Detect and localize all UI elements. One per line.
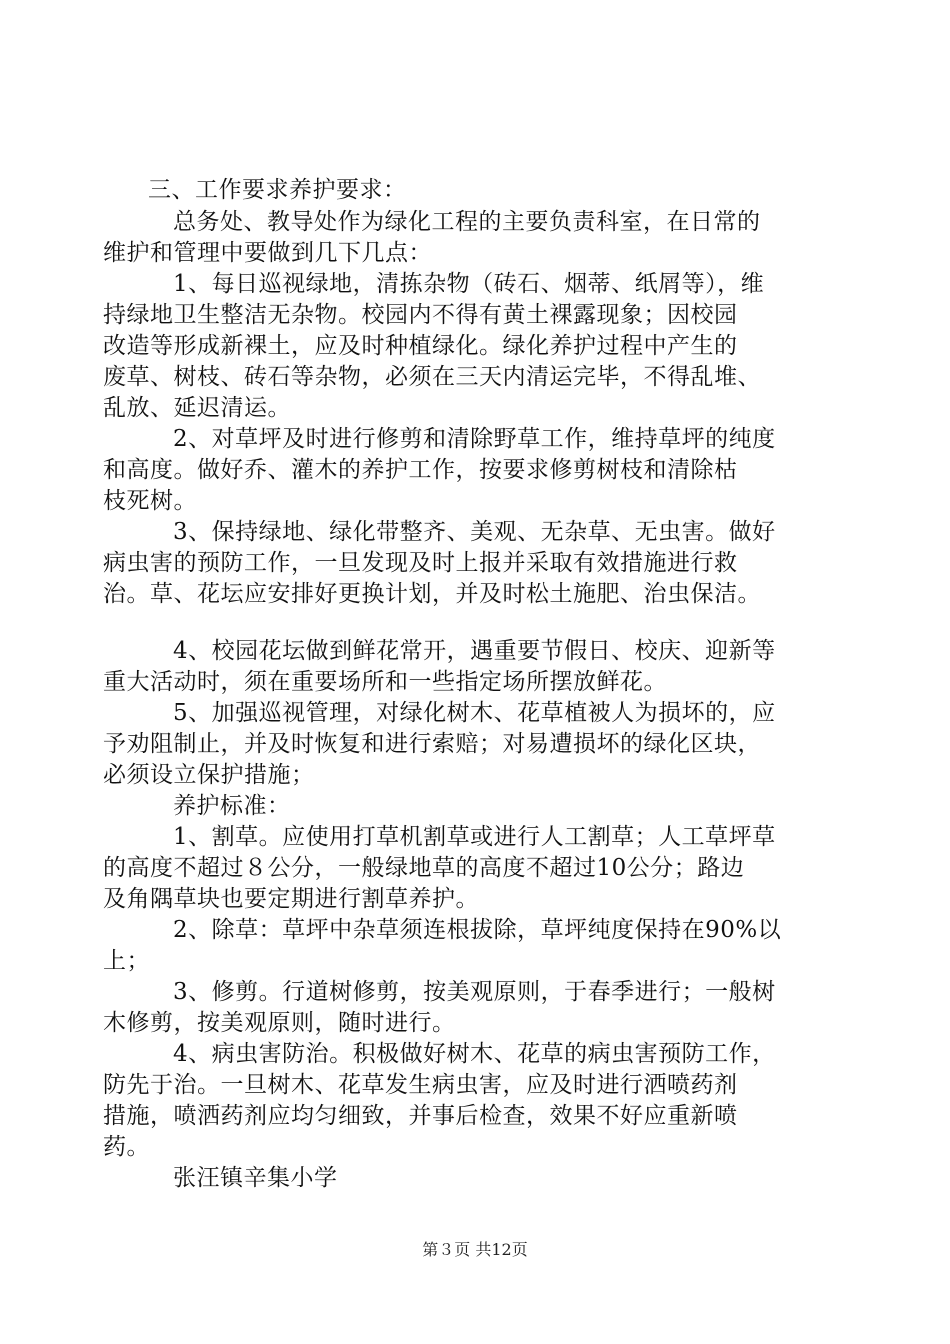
- paragraph-line: 3、修剪。行道树修剪，按美观原则，于春季进行；一般树: [173, 979, 776, 1005]
- paragraph-line: 上；: [103, 948, 150, 974]
- paragraph-line: 措施，喷洒药剂应均匀细致，并事后检查，效果不好应重新喷: [103, 1103, 738, 1129]
- paragraph-line: 枝死树。: [103, 488, 197, 514]
- paragraph-line: 改造等形成新裸土，应及时种植绿化。绿化养护过程中产生的: [103, 333, 738, 359]
- paragraph-line: 3、保持绿地、绿化带整齐、美观、无杂草、无虫害。做好: [173, 519, 776, 545]
- paragraph-line: 废草、树枝、砖石等杂物，必须在三天内清运完毕，不得乱堆、: [103, 364, 761, 390]
- paragraph-line: 病虫害的预防工作，一旦发现及时上报并采取有效措施进行救: [103, 550, 738, 576]
- paragraph-line: 治。草、花坛应安排好更换计划，并及时松土施肥、治虫保洁。: [103, 581, 761, 607]
- paragraph-line: 持绿地卫生整洁无杂物。校园内不得有黄土裸露现象；因校园: [103, 302, 738, 328]
- section-heading: 三、工作要求养护要求：: [148, 177, 407, 203]
- paragraph-line: 和高度。做好乔、灌木的养护工作，按要求修剪树枝和清除枯: [103, 457, 738, 483]
- paragraph-line: 予劝阻制止，并及时恢复和进行索赔；对易遭损坏的绿化区块，: [103, 731, 761, 757]
- paragraph-line: 的高度不超过８公分，一般绿地草的高度不超过10公分；路边: [103, 855, 745, 881]
- paragraph-line: 维护和管理中要做到几下几点：: [103, 240, 432, 266]
- paragraph-line: 4、病虫害防治。积极做好树木、花草的病虫害预防工作，: [173, 1041, 776, 1067]
- paragraph-line: 1、割草。应使用打草机割草或进行人工割草；人工草坪草: [173, 824, 776, 850]
- paragraph-line: 药。: [103, 1134, 150, 1160]
- paragraph-line: 2、对草坪及时进行修剪和清除野草工作，维持草坪的纯度: [173, 426, 776, 452]
- paragraph-line: 2、除草：草坪中杂草须连根拔除，草坪纯度保持在90%以: [173, 917, 782, 943]
- paragraph-line: 1、每日巡视绿地，清拣杂物（砖石、烟蒂、纸屑等），维: [173, 271, 765, 297]
- paragraph-line: 4、校园花坛做到鲜花常开，遇重要节假日、校庆、迎新等: [173, 638, 776, 664]
- paragraph-line: 及角隅草块也要定期进行割草养护。: [103, 886, 479, 912]
- paragraph-line: 重大活动时，须在重要场所和一些指定场所摆放鲜花。: [103, 669, 667, 695]
- paragraph-line: 必须设立保护措施；: [103, 762, 315, 788]
- signature-line: 张汪镇辛集小学: [173, 1165, 338, 1191]
- paragraph-line: 木修剪，按美观原则，随时进行。: [103, 1010, 456, 1036]
- section-heading: 养护标准：: [173, 793, 291, 819]
- paragraph-line: 乱放、延迟清运。: [103, 395, 291, 421]
- page-number-footer: 第３页 共12页: [422, 1240, 528, 1259]
- paragraph-line: 5、加强巡视管理，对绿化树木、花草植被人为损坏的，应: [173, 700, 776, 726]
- paragraph-line: 防先于治。一旦树木、花草发生病虫害，应及时进行洒喷药剂: [103, 1072, 738, 1098]
- paragraph-line: 总务处、教导处作为绿化工程的主要负责科室，在日常的: [173, 209, 761, 235]
